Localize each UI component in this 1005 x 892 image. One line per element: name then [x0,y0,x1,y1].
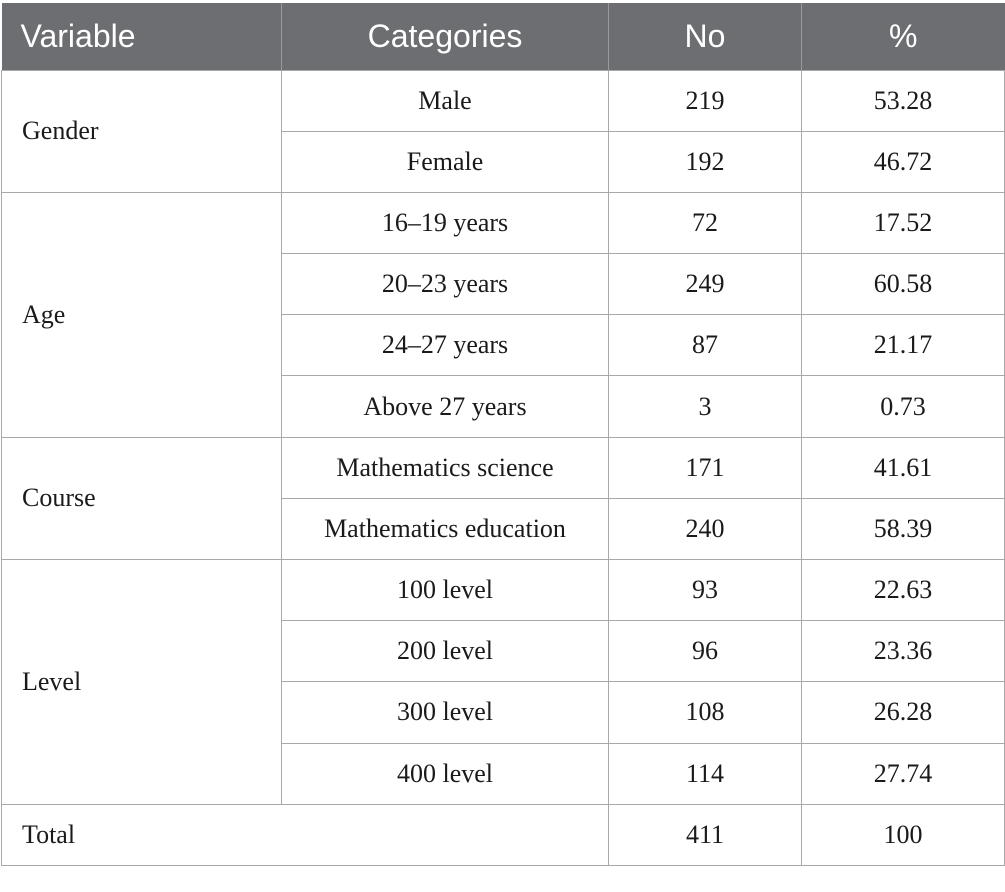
total-label: Total [2,804,609,865]
count-cell: 87 [609,315,802,376]
count-cell: 249 [609,254,802,315]
variable-gender: Gender [2,70,282,192]
count-cell: 219 [609,70,802,131]
header-no: No [609,3,802,70]
count-cell: 114 [609,743,802,804]
percent-cell: 58.39 [802,498,1005,559]
percent-cell: 22.63 [802,560,1005,621]
percent-cell: 26.28 [802,682,1005,743]
total-count: 411 [609,804,802,865]
percent-cell: 0.73 [802,376,1005,437]
table-row [2,437,1005,498]
count-cell: 192 [609,131,802,192]
table-row [2,560,1005,621]
variable-course: Course [2,437,282,559]
category-cell: 16–19 years [282,192,609,253]
count-cell: 93 [609,560,802,621]
category-cell: 300 level [282,682,609,743]
percent-cell: 17.52 [802,192,1005,253]
header-percent: % [802,3,1005,70]
category-cell: Mathematics science [282,437,609,498]
category-cell: 24–27 years [282,315,609,376]
count-cell: 72 [609,192,802,253]
table-row [2,70,1005,131]
category-cell: Above 27 years [282,376,609,437]
percent-cell: 46.72 [802,131,1005,192]
header-row [2,3,1005,70]
variable-age: Age [2,192,282,437]
category-cell: 400 level [282,743,609,804]
percent-cell: 60.58 [802,254,1005,315]
count-cell: 96 [609,621,802,682]
count-cell: 108 [609,682,802,743]
header-variable: Variable [2,3,282,70]
percent-cell: 53.28 [802,70,1005,131]
percent-cell: 27.74 [802,743,1005,804]
count-cell: 171 [609,437,802,498]
percent-cell: 21.17 [802,315,1005,376]
table-body [2,70,1005,865]
category-cell: 200 level [282,621,609,682]
header-categories: Categories [282,3,609,70]
total-percent: 100 [802,804,1005,865]
category-cell: 20–23 years [282,254,609,315]
variable-level: Level [2,560,282,805]
total-row [2,804,1005,865]
percent-cell: 23.36 [802,621,1005,682]
table-row [2,192,1005,253]
category-cell: Mathematics education [282,498,609,559]
table-header [2,3,1005,70]
demographics-table [1,3,1005,866]
category-cell: Male [282,70,609,131]
percent-cell: 41.61 [802,437,1005,498]
category-cell: 100 level [282,560,609,621]
count-cell: 3 [609,376,802,437]
category-cell: Female [282,131,609,192]
count-cell: 240 [609,498,802,559]
